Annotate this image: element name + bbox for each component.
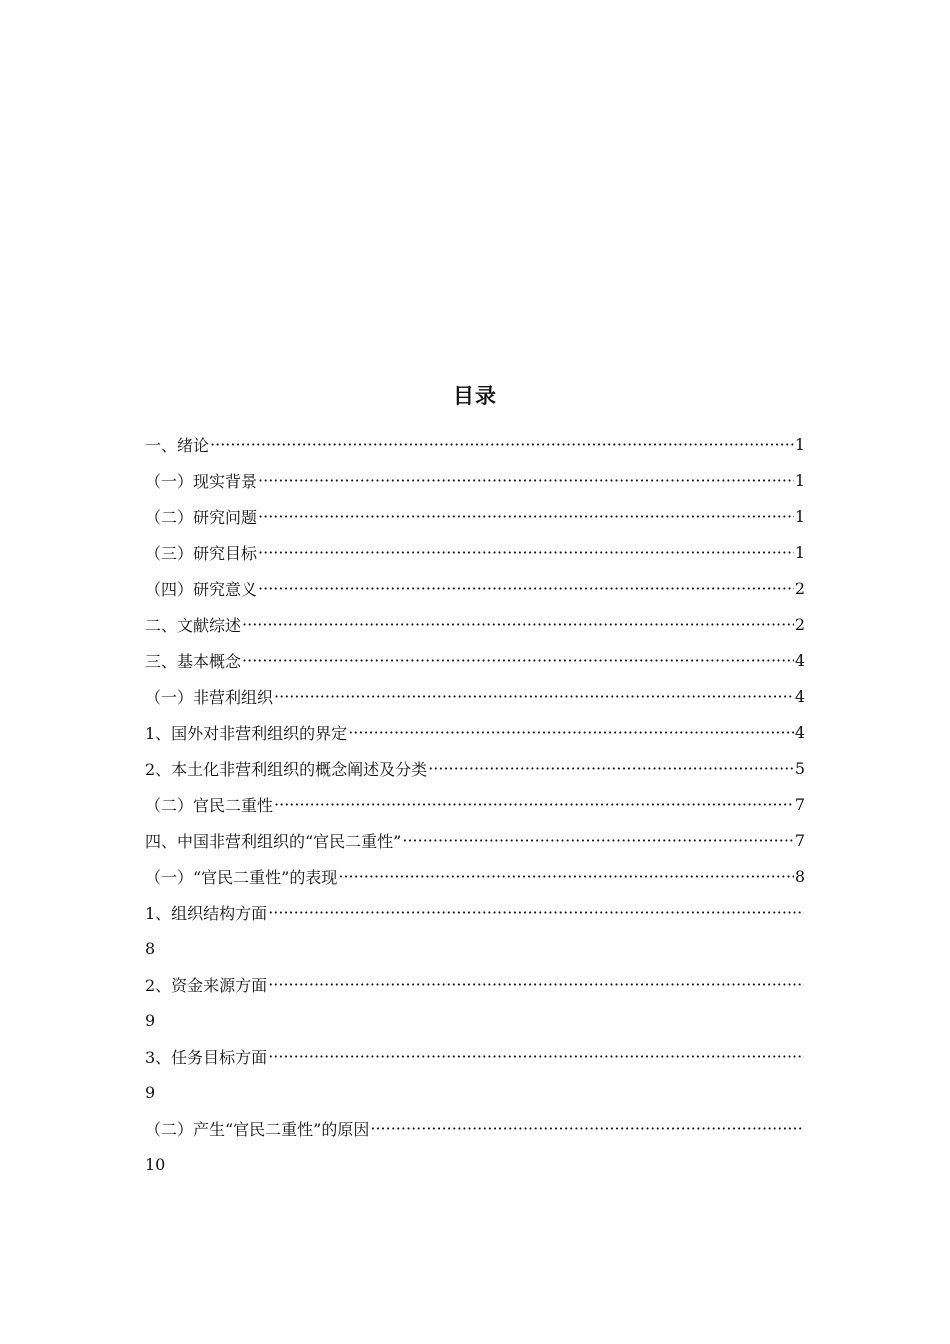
toc-entry-label: 1、国外对非营利组织的界定 <box>145 723 348 743</box>
toc-page-number: 1 <box>794 470 805 490</box>
toc-leader-dots <box>402 831 793 850</box>
toc-leader-dots <box>370 1119 804 1138</box>
toc-leader-dots <box>242 651 794 670</box>
toc-entry[interactable] <box>145 714 805 750</box>
toc-leader-dots <box>338 867 793 886</box>
toc-entry[interactable] <box>145 606 805 642</box>
toc-page-number: 8 <box>794 866 805 886</box>
toc-leader-dots <box>348 723 794 742</box>
toc-entry[interactable] <box>145 642 805 678</box>
toc-page-number: 10 <box>145 1154 166 1174</box>
toc-entry[interactable] <box>145 678 805 714</box>
toc-entry[interactable] <box>145 786 805 822</box>
toc-entry[interactable] <box>145 894 805 930</box>
toc-page-number: 1 <box>794 542 805 562</box>
toc-entry-label: 二、文献综述 <box>145 615 242 635</box>
toc-page-number: 1 <box>794 434 805 454</box>
toc-entry[interactable] <box>145 534 805 570</box>
toc-entry-label: （二）产生“官民二重性”的原因 <box>145 1119 370 1139</box>
toc-page-number: 8 <box>145 938 156 958</box>
toc-leader-dots <box>428 759 794 778</box>
toc-entry[interactable] <box>145 1038 805 1074</box>
toc-entry-label: （一）非营利组织 <box>145 687 274 707</box>
toc-page-number: 2 <box>794 578 805 598</box>
toc-page-number: 4 <box>794 722 805 742</box>
toc-leader-dots <box>268 1047 804 1066</box>
toc-page-number: 9 <box>145 1010 156 1030</box>
toc-entry-label: （四）研究意义 <box>145 579 258 599</box>
toc-entry-label: 一、绪论 <box>145 435 210 455</box>
toc-page-number: 7 <box>794 830 805 850</box>
toc-entry-label: 2、本土化非营利组织的概念阐述及分类 <box>145 759 428 779</box>
toc-leader-dots <box>258 543 794 562</box>
toc-entry-label: 3、任务目标方面 <box>145 1047 268 1067</box>
toc-page-number: 4 <box>794 686 805 706</box>
toc-entry-label: 2、资金来源方面 <box>145 975 268 995</box>
toc-entry-label: 四、中国非营利组织的“官民二重性” <box>145 831 402 851</box>
toc-page-number: 7 <box>794 794 805 814</box>
toc-page-number: 9 <box>145 1082 156 1102</box>
toc-entry[interactable] <box>145 498 805 534</box>
toc-leader-dots <box>210 435 794 454</box>
toc-title: 目录 <box>453 384 497 408</box>
toc-entry[interactable] <box>145 750 805 786</box>
toc-leader-dots <box>274 687 794 706</box>
toc-entry[interactable] <box>145 1110 805 1146</box>
toc-leader-dots <box>242 615 794 634</box>
toc-leader-dots <box>258 579 794 598</box>
toc-leader-dots <box>274 795 794 814</box>
toc-entry-label: 三、基本概念 <box>145 651 242 671</box>
toc-leader-dots <box>258 471 794 490</box>
toc-entry[interactable] <box>145 570 805 606</box>
toc-entry-label: （一）“官民二重性”的表现 <box>145 867 338 887</box>
toc-entry[interactable] <box>145 822 805 858</box>
toc-leader-dots <box>268 975 804 994</box>
toc-entry[interactable] <box>145 462 805 498</box>
toc-page-number: 4 <box>794 650 805 670</box>
toc-page-number: 1 <box>794 506 805 526</box>
table-of-contents <box>145 426 805 1182</box>
toc-entry-label: （一）现实背景 <box>145 471 258 491</box>
toc-entry-label: （三）研究目标 <box>145 543 258 563</box>
toc-entry[interactable] <box>145 426 805 462</box>
toc-leader-dots <box>258 507 794 526</box>
toc-entry-label: （二）官民二重性 <box>145 795 274 815</box>
toc-entry[interactable] <box>145 858 805 894</box>
toc-page-number: 5 <box>794 758 805 778</box>
toc-entry[interactable] <box>145 966 805 1002</box>
toc-page-number: 2 <box>794 614 805 634</box>
toc-entry-label: （二）研究问题 <box>145 507 258 527</box>
toc-leader-dots <box>268 903 804 922</box>
toc-entry-label: 1、组织结构方面 <box>145 903 268 923</box>
